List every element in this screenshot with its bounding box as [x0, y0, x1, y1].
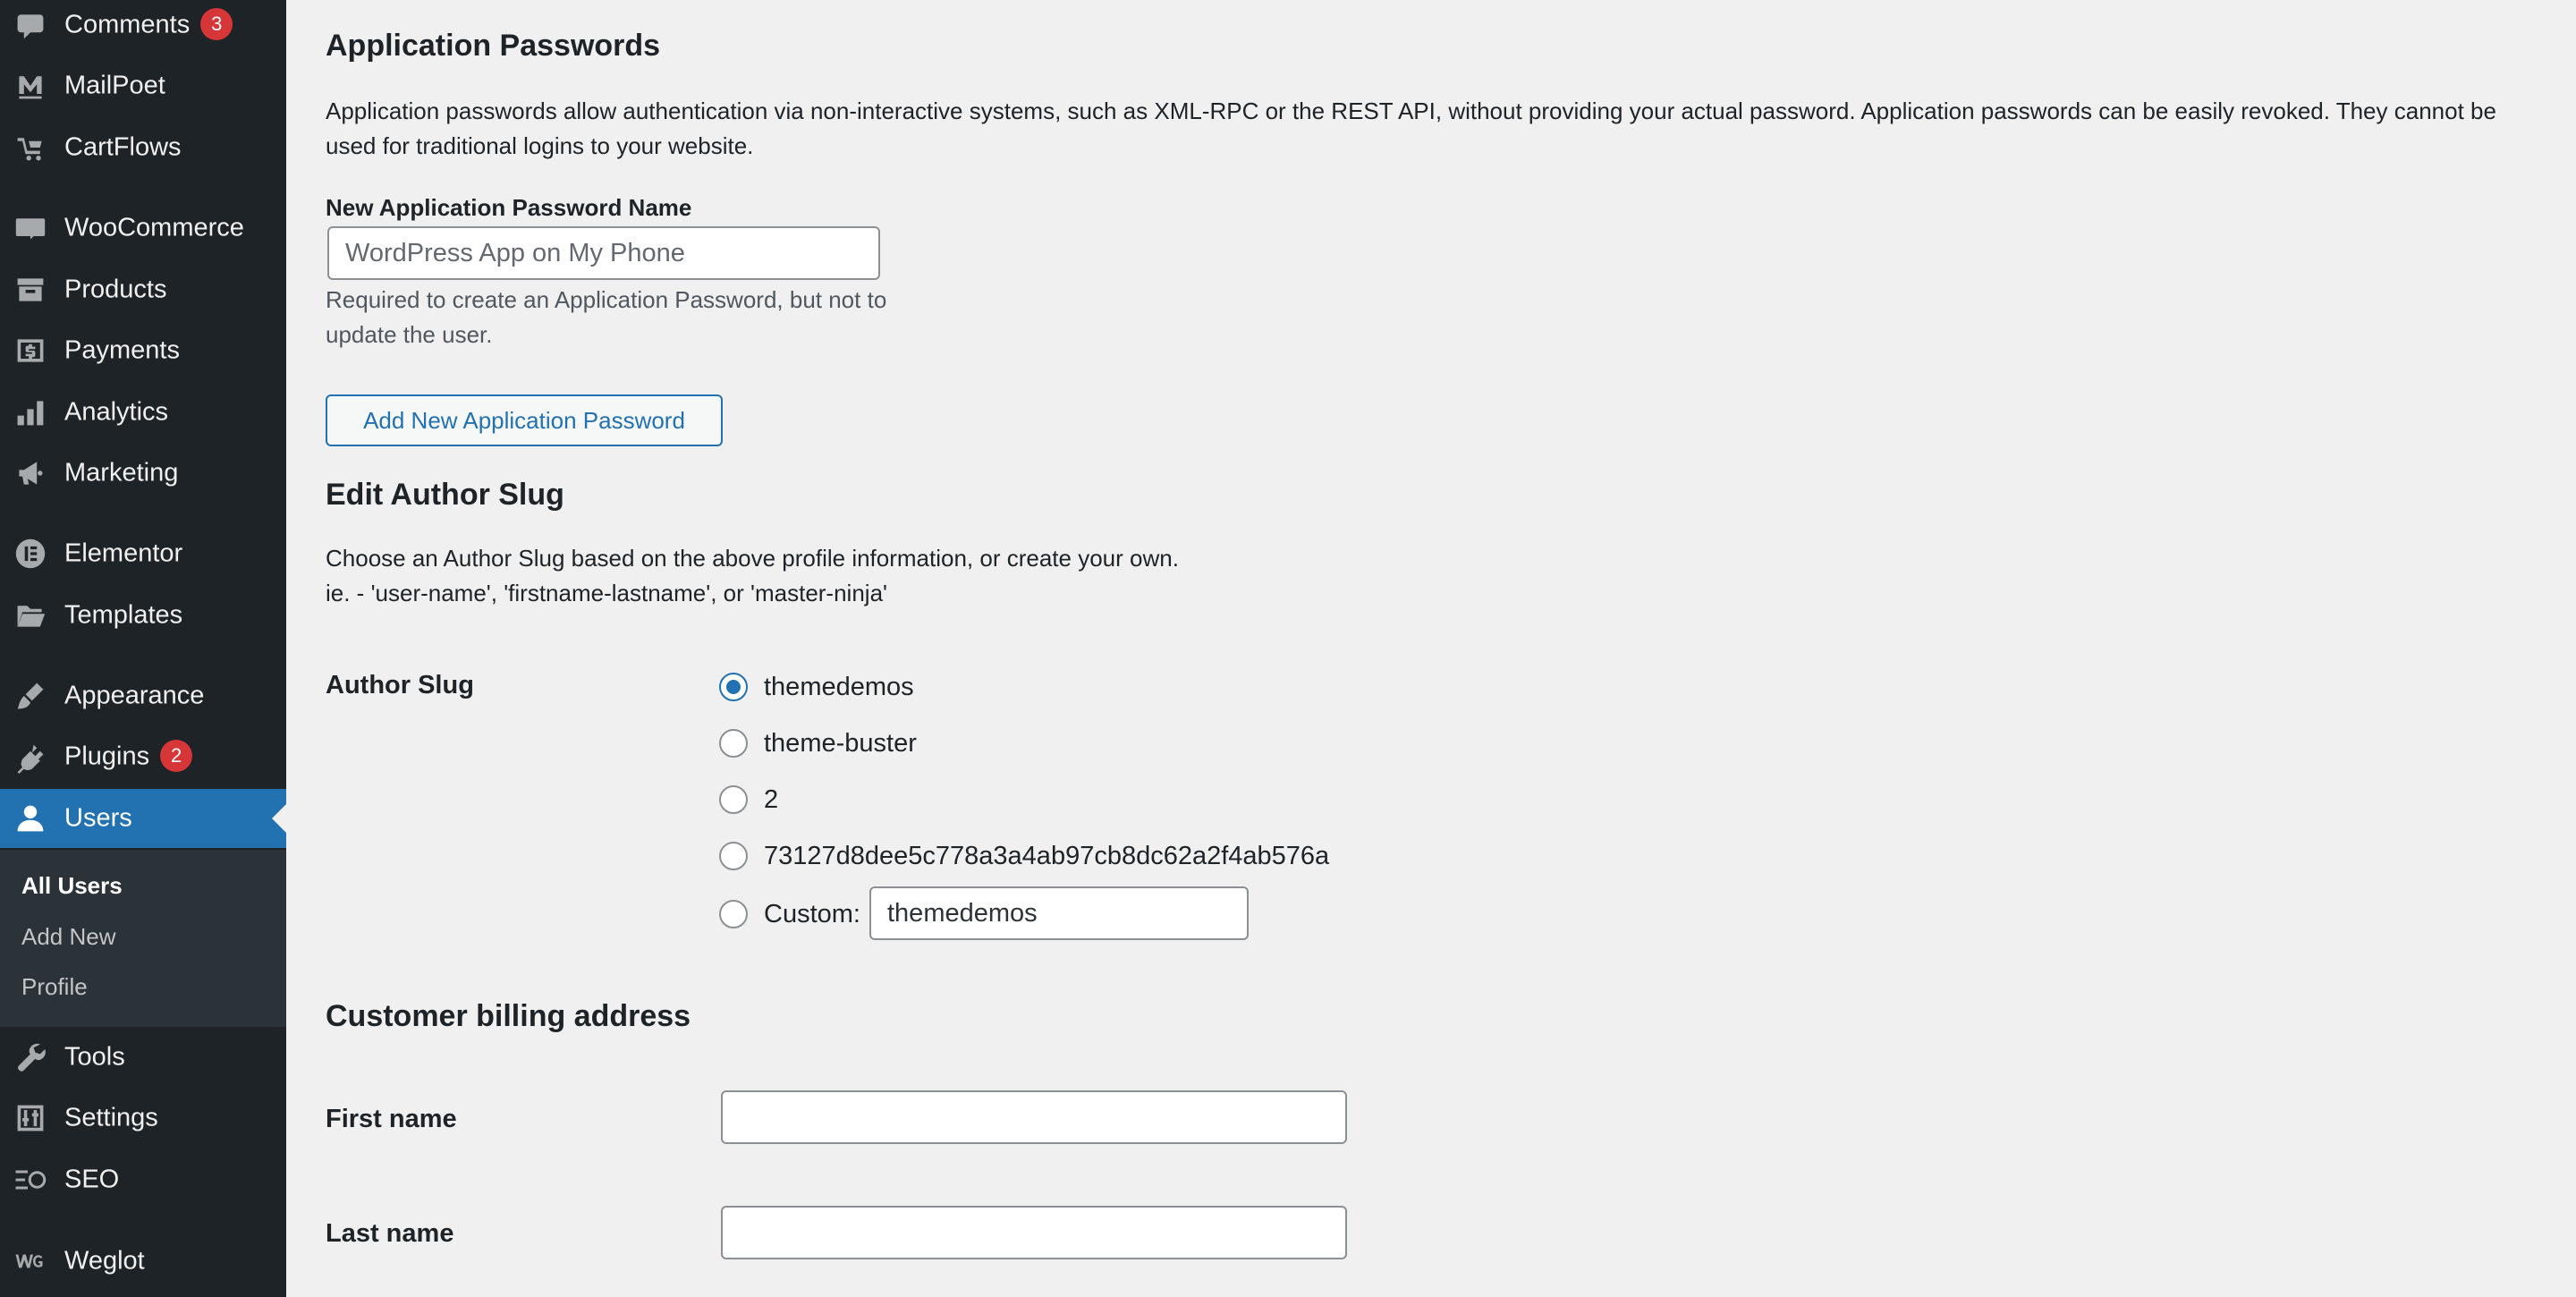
sidebar-item-label: Plugins [64, 742, 150, 771]
author-slug-option-label: themedemos [764, 672, 914, 701]
profile-main-content [286, 0, 2576, 1297]
seo-icon [13, 1162, 48, 1198]
wrench-icon [13, 1039, 48, 1075]
application-passwords-description: Application passwords allow authentication via non-interactive systems, such as XML-RPC or the REST API, without providing your actual password. Application passwords can be easily revoked. They cannot be used for traditional logins to your website. [326, 97, 2496, 159]
megaphone-icon [13, 455, 48, 491]
sidebar-item-appearance[interactable] [0, 669, 286, 723]
woo-icon [13, 210, 48, 246]
author-slug-label: Author Slug [326, 671, 474, 699]
sliders-icon [13, 1100, 48, 1136]
sidebar-item-settings[interactable] [0, 1091, 286, 1145]
sidebar-item-tools[interactable] [0, 1030, 286, 1084]
sidebar-item-label: CartFlows [64, 132, 182, 162]
sidebar-item-label: WooCommerce [64, 213, 244, 242]
sidebar-item-plugins[interactable] [0, 731, 286, 784]
sidebar-item-label: Analytics [64, 397, 169, 427]
users-submenu [0, 850, 286, 1027]
sidebar-item-seo[interactable] [0, 1153, 286, 1207]
admin-sidebar [0, 0, 286, 1297]
sidebar-item-label: Marketing [64, 458, 179, 487]
app-password-name-input[interactable] [327, 226, 880, 280]
author-slug-option-1[interactable] [719, 669, 914, 705]
sidebar-item-weglot[interactable] [0, 1234, 286, 1288]
author-slug-radio-hash[interactable] [719, 842, 748, 870]
sidebar-item-label: Settings [64, 1103, 158, 1132]
sidebar-item-label: Appearance [64, 681, 205, 710]
bar-chart-icon [13, 394, 48, 430]
author-slug-option-label: 2 [764, 784, 779, 814]
author-slug-title: Edit Author Slug [326, 478, 564, 512]
author-slug-option-4[interactable] [719, 838, 1329, 874]
archive-icon [13, 272, 48, 308]
plug-icon [13, 740, 48, 776]
sidebar-item-products[interactable] [0, 263, 286, 317]
sidebar-item-users[interactable] [0, 789, 286, 848]
comments-count-badge: 3 [200, 8, 233, 40]
folder-icon [13, 598, 48, 633]
submenu-item-profile[interactable]: Profile [21, 973, 88, 1000]
author-slug-description-line2: ie. - 'user-name', 'firstname-lastname', or 'master-ninja' [326, 580, 887, 606]
author-slug-custom-label: Custom: [764, 899, 860, 928]
sidebar-item-label: MailPoet [64, 71, 165, 100]
app-password-name-help: Required to create an Application Password, but not to update the user. [326, 286, 887, 348]
author-slug-custom-input[interactable] [869, 886, 1249, 940]
sidebar-item-label: Products [64, 275, 167, 304]
dollar-icon [13, 333, 48, 369]
sidebar-item-label: SEO [64, 1165, 120, 1194]
billing-last-name-input[interactable] [721, 1206, 1347, 1259]
weglot-icon [13, 1243, 48, 1279]
submenu-item-all-users[interactable]: All Users [21, 872, 123, 899]
customer-billing-title: Customer billing address [326, 999, 691, 1033]
billing-last-name-label: Last name [326, 1219, 454, 1248]
sidebar-item-label: Comments [64, 10, 191, 39]
application-passwords-title: Application Passwords [326, 29, 661, 63]
billing-first-name-input[interactable] [721, 1090, 1347, 1144]
billing-first-name-label: First name [326, 1105, 457, 1133]
sidebar-item-label: Weglot [64, 1246, 145, 1276]
sidebar-item-cartflows[interactable] [0, 121, 286, 174]
author-slug-description-line1: Choose an Author Slug based on the above profile information, or create your own. [326, 545, 1179, 572]
app-password-name-label: New Application Password Name [326, 194, 692, 221]
add-application-password-button[interactable]: Add New Application Password [326, 394, 723, 446]
author-slug-radio-themedemos[interactable] [719, 673, 748, 701]
sidebar-item-elementor[interactable] [0, 527, 286, 581]
mailpoet-icon [13, 68, 48, 104]
sidebar-item-comments[interactable] [0, 0, 286, 52]
plugins-update-badge: 2 [160, 740, 192, 772]
brush-icon [13, 678, 48, 714]
submenu-item-add-new[interactable]: Add New [21, 923, 116, 950]
comment-icon [13, 8, 48, 44]
sidebar-item-label: Elementor [64, 538, 183, 568]
author-slug-option-custom[interactable] [719, 896, 860, 932]
author-slug-option-2[interactable] [719, 725, 917, 761]
sidebar-item-analytics[interactable] [0, 386, 286, 439]
sidebar-item-label: Tools [64, 1042, 125, 1072]
sidebar-item-payments[interactable] [0, 324, 286, 377]
sidebar-item-templates[interactable] [0, 589, 286, 642]
sidebar-item-label: Payments [64, 335, 180, 365]
author-slug-option-label: theme-buster [764, 728, 917, 758]
author-slug-option-3[interactable] [719, 782, 778, 818]
elementor-icon [13, 536, 48, 572]
author-slug-option-label: 73127d8dee5c778a3a4ab97cb8dc62a2f4ab576a [764, 841, 1330, 870]
sidebar-item-label: Templates [64, 600, 183, 630]
sidebar-item-woocommerce[interactable] [0, 201, 286, 255]
author-slug-radio-custom[interactable] [719, 900, 748, 928]
user-icon [13, 801, 48, 836]
sidebar-item-marketing[interactable] [0, 446, 286, 500]
cartflows-icon [13, 130, 48, 165]
author-slug-radio-2[interactable] [719, 785, 748, 814]
sidebar-item-mailpoet[interactable] [0, 59, 286, 113]
author-slug-radio-theme-buster[interactable] [719, 729, 748, 758]
sidebar-item-label: Users [64, 803, 132, 833]
